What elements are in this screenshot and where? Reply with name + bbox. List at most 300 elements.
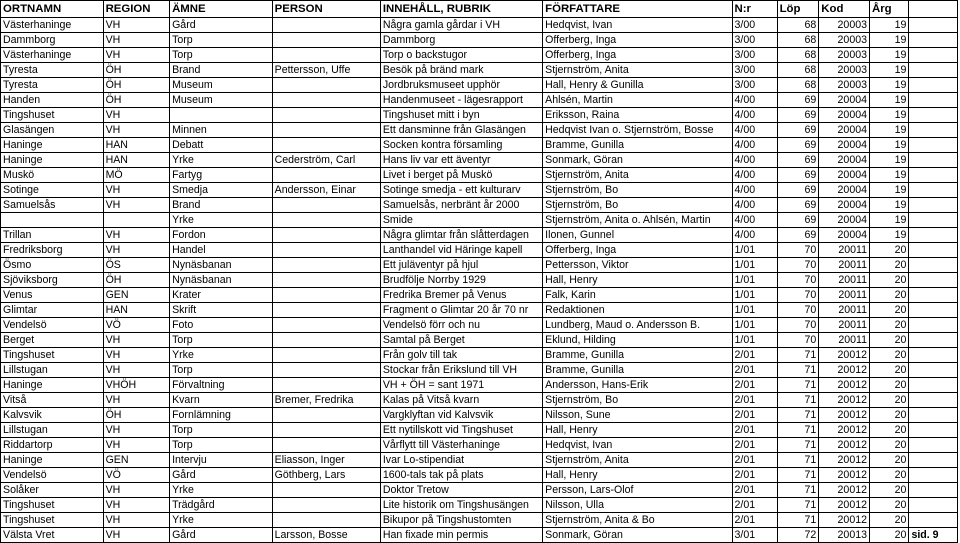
author-cell: Eriksson, Raina (543, 108, 732, 123)
volume-cell: 19 (870, 138, 909, 153)
note-cell: sid. 9 (909, 528, 958, 543)
serial-cell: 71 (777, 498, 819, 513)
place-cell: Muskö (1, 168, 104, 183)
serial-cell: 68 (777, 78, 819, 93)
note-cell (909, 288, 958, 303)
place-cell: Tyresta (1, 63, 104, 78)
column-header: REGION (103, 1, 170, 18)
place-cell: Vendelsö (1, 318, 104, 333)
author-cell: Stjernström, Anita o. Ahlsén, Martin (543, 213, 732, 228)
author-cell: Stjernström, Anita & Bo (543, 513, 732, 528)
title-cell: Sotinge smedja - ett kulturarv (380, 183, 542, 198)
table-row (1, 393, 958, 408)
subject-cell: Krater (170, 288, 273, 303)
code-cell: 20012 (819, 378, 870, 393)
author-cell: Nilsson, Sune (543, 408, 732, 423)
place-cell: Haninge (1, 453, 104, 468)
code-cell: 20004 (819, 213, 870, 228)
title-cell: Vargklyftan vid Kalvsvik (380, 408, 542, 423)
column-header-blank (909, 1, 958, 18)
volume-cell: 19 (870, 18, 909, 33)
author-cell: Persson, Lars-Olof (543, 483, 732, 498)
region-cell: ÖH (103, 408, 170, 423)
subject-cell: Yrke (170, 213, 273, 228)
note-cell (909, 243, 958, 258)
code-cell: 20013 (819, 528, 870, 543)
place-cell: Kalvsvik (1, 408, 104, 423)
table-row (1, 33, 958, 48)
region-cell: MÖ (103, 168, 170, 183)
place-cell: Haninge (1, 153, 104, 168)
author-cell: Ahlsén, Martin (543, 93, 732, 108)
serial-cell: 69 (777, 153, 819, 168)
region-cell: VH (103, 363, 170, 378)
person-cell (272, 168, 380, 183)
subject-cell: Torp (170, 33, 273, 48)
title-cell: Ett dansminne från Glasängen (380, 123, 542, 138)
code-cell: 20012 (819, 498, 870, 513)
note-cell (909, 483, 958, 498)
code-cell: 20012 (819, 363, 870, 378)
title-cell: Vendelsö förr och nu (380, 318, 542, 333)
serial-cell: 70 (777, 333, 819, 348)
table-row (1, 183, 958, 198)
subject-cell: Torp (170, 48, 273, 63)
place-cell: Haninge (1, 378, 104, 393)
title-cell: Vårflytt till Västerhaninge (380, 438, 542, 453)
volume-cell: 19 (870, 198, 909, 213)
subject-cell: Skrift (170, 303, 273, 318)
code-cell: 20004 (819, 183, 870, 198)
title-cell: Ivar Lo-stipendiat (380, 453, 542, 468)
person-cell: Eliasson, Inger (272, 453, 380, 468)
serial-cell: 71 (777, 408, 819, 423)
column-header: N:r (732, 1, 777, 18)
issue-cell: 1/01 (732, 243, 777, 258)
issue-cell: 2/01 (732, 438, 777, 453)
author-cell: Lundberg, Maud o. Andersson B. (543, 318, 732, 333)
person-cell (272, 318, 380, 333)
region-cell: VH (103, 108, 170, 123)
serial-cell: 69 (777, 138, 819, 153)
region-cell: VH (103, 123, 170, 138)
volume-cell: 20 (870, 528, 909, 543)
table-row (1, 498, 958, 513)
place-cell: Dammborg (1, 33, 104, 48)
person-cell (272, 33, 380, 48)
person-cell (272, 18, 380, 33)
author-cell: Hedqvist, Ivan (543, 438, 732, 453)
person-cell (272, 483, 380, 498)
serial-cell: 69 (777, 108, 819, 123)
issue-cell: 4/00 (732, 183, 777, 198)
title-cell: Några gamla gårdar i VH (380, 18, 542, 33)
note-cell (909, 273, 958, 288)
volume-cell: 20 (870, 453, 909, 468)
author-cell: Pettersson, Viktor (543, 258, 732, 273)
volume-cell: 19 (870, 153, 909, 168)
subject-cell: Fornlämning (170, 408, 273, 423)
place-cell: Samuelsås (1, 198, 104, 213)
person-cell (272, 228, 380, 243)
author-cell: Stjernström, Anita (543, 453, 732, 468)
place-cell: Haninge (1, 138, 104, 153)
code-cell: 20011 (819, 288, 870, 303)
issue-cell: 4/00 (732, 123, 777, 138)
code-cell: 20004 (819, 153, 870, 168)
person-cell (272, 513, 380, 528)
person-cell: Bremer, Fredrika (272, 393, 380, 408)
code-cell: 20004 (819, 228, 870, 243)
volume-cell: 20 (870, 483, 909, 498)
serial-cell: 69 (777, 123, 819, 138)
note-cell (909, 303, 958, 318)
table-body (1, 18, 958, 543)
code-cell: 20011 (819, 243, 870, 258)
table-row (1, 273, 958, 288)
subject-cell: Nynäsbanan (170, 273, 273, 288)
code-cell: 20003 (819, 33, 870, 48)
author-cell: Ilonen, Gunnel (543, 228, 732, 243)
title-cell: Torp o backstugor (380, 48, 542, 63)
issue-cell: 1/01 (732, 318, 777, 333)
note-cell (909, 198, 958, 213)
code-cell: 20004 (819, 138, 870, 153)
table-row (1, 423, 958, 438)
author-cell: Bramme, Gunilla (543, 363, 732, 378)
note-cell (909, 453, 958, 468)
issue-cell: 2/01 (732, 513, 777, 528)
issue-cell: 1/01 (732, 303, 777, 318)
column-header: ÄMNE (170, 1, 273, 18)
person-cell (272, 198, 380, 213)
region-cell: HAN (103, 303, 170, 318)
serial-cell: 70 (777, 318, 819, 333)
author-cell: Stjernström, Bo (543, 393, 732, 408)
code-cell: 20003 (819, 48, 870, 63)
table-row (1, 18, 958, 33)
serial-cell: 71 (777, 453, 819, 468)
table-row (1, 138, 958, 153)
author-cell: Sonmark, Göran (543, 528, 732, 543)
subject-cell: Torp (170, 423, 273, 438)
note-cell (909, 393, 958, 408)
region-cell: ÖH (103, 273, 170, 288)
region-cell: VH (103, 183, 170, 198)
region-cell: VÖ (103, 468, 170, 483)
region-cell: ÖH (103, 78, 170, 93)
title-cell: Brudfölje Norrby 1929 (380, 273, 542, 288)
title-cell: Några glimtar från slåtterdagen (380, 228, 542, 243)
note-cell (909, 468, 958, 483)
author-cell: Offerberg, Inga (543, 33, 732, 48)
table-row (1, 333, 958, 348)
note-cell (909, 78, 958, 93)
volume-cell: 19 (870, 228, 909, 243)
volume-cell: 19 (870, 63, 909, 78)
author-cell: Sonmark, Göran (543, 153, 732, 168)
region-cell: GEN (103, 453, 170, 468)
serial-cell: 70 (777, 273, 819, 288)
subject-cell: Yrke (170, 513, 273, 528)
region-cell: VHÖH (103, 378, 170, 393)
issue-cell: 3/00 (732, 63, 777, 78)
volume-cell: 20 (870, 333, 909, 348)
author-cell: Bramme, Gunilla (543, 138, 732, 153)
code-cell: 20012 (819, 453, 870, 468)
table-row (1, 48, 958, 63)
code-cell: 20012 (819, 483, 870, 498)
note-cell (909, 138, 958, 153)
subject-cell: Smedja (170, 183, 273, 198)
volume-cell: 20 (870, 468, 909, 483)
code-cell: 20011 (819, 303, 870, 318)
issue-cell: 1/01 (732, 273, 777, 288)
note-cell (909, 183, 958, 198)
code-cell: 20004 (819, 93, 870, 108)
note-cell (909, 498, 958, 513)
note-cell (909, 153, 958, 168)
column-header: INNEHÅLL, RUBRIK (380, 1, 542, 18)
column-header: FÖRFATTARE (543, 1, 732, 18)
author-cell: Offerberg, Inga (543, 48, 732, 63)
title-cell: 1600-tals tak på plats (380, 468, 542, 483)
title-cell: Ett nytillskott vid Tingshuset (380, 423, 542, 438)
code-cell: 20011 (819, 333, 870, 348)
table-row (1, 228, 958, 243)
table-row (1, 93, 958, 108)
person-cell (272, 303, 380, 318)
title-cell: VH + ÖH = sant 1971 (380, 378, 542, 393)
region-cell: VH (103, 243, 170, 258)
place-cell: Västerhaninge (1, 48, 104, 63)
table-row (1, 213, 958, 228)
note-cell (909, 258, 958, 273)
volume-cell: 19 (870, 108, 909, 123)
volume-cell: 20 (870, 318, 909, 333)
subject-cell: Förvaltning (170, 378, 273, 393)
subject-cell: Museum (170, 93, 273, 108)
subject-cell: Yrke (170, 348, 273, 363)
volume-cell: 20 (870, 288, 909, 303)
author-cell: Eklund, Hilding (543, 333, 732, 348)
subject-cell: Brand (170, 63, 273, 78)
place-cell (1, 213, 104, 228)
place-cell: Glasängen (1, 123, 104, 138)
subject-cell: Minnen (170, 123, 273, 138)
author-cell: Hedqvist, Ivan (543, 18, 732, 33)
serial-cell: 69 (777, 168, 819, 183)
code-cell: 20012 (819, 408, 870, 423)
region-cell: VH (103, 483, 170, 498)
serial-cell: 71 (777, 483, 819, 498)
serial-cell: 69 (777, 213, 819, 228)
person-cell (272, 408, 380, 423)
author-cell: Stjernström, Anita (543, 63, 732, 78)
serial-cell: 71 (777, 438, 819, 453)
region-cell: VH (103, 423, 170, 438)
code-cell: 20012 (819, 438, 870, 453)
title-cell: Handenmuseet - lägesrapport (380, 93, 542, 108)
place-cell: Trillan (1, 228, 104, 243)
serial-cell: 70 (777, 288, 819, 303)
place-cell: Tingshuset (1, 513, 104, 528)
subject-cell: Kvarn (170, 393, 273, 408)
title-cell: Smide (380, 213, 542, 228)
code-cell: 20004 (819, 198, 870, 213)
author-cell: Offerberg, Inga (543, 243, 732, 258)
issue-cell: 3/00 (732, 48, 777, 63)
table-row (1, 513, 958, 528)
code-cell: 20011 (819, 258, 870, 273)
table-row (1, 453, 958, 468)
region-cell: VÖ (103, 318, 170, 333)
table-row (1, 483, 958, 498)
author-cell: Hall, Henry (543, 273, 732, 288)
issue-cell: 4/00 (732, 168, 777, 183)
subject-cell: Trädgård (170, 498, 273, 513)
place-cell: Välsta Vret (1, 528, 104, 543)
table-row (1, 243, 958, 258)
serial-cell: 68 (777, 48, 819, 63)
volume-cell: 20 (870, 498, 909, 513)
place-cell: Fredriksborg (1, 243, 104, 258)
column-header: PERSON (272, 1, 380, 18)
region-cell (103, 213, 170, 228)
volume-cell: 19 (870, 168, 909, 183)
subject-cell: Fartyg (170, 168, 273, 183)
title-cell: Hans liv var ett äventyr (380, 153, 542, 168)
note-cell (909, 378, 958, 393)
region-cell: VH (103, 33, 170, 48)
person-cell (272, 138, 380, 153)
issue-cell: 3/01 (732, 528, 777, 543)
volume-cell: 19 (870, 48, 909, 63)
volume-cell: 20 (870, 303, 909, 318)
serial-cell: 70 (777, 258, 819, 273)
person-cell: Larsson, Bosse (272, 528, 380, 543)
subject-cell: Intervju (170, 453, 273, 468)
column-header: Löp (777, 1, 819, 18)
table-row (1, 78, 958, 93)
person-cell (272, 363, 380, 378)
note-cell (909, 363, 958, 378)
person-cell (272, 48, 380, 63)
code-cell: 20003 (819, 18, 870, 33)
note-cell (909, 123, 958, 138)
region-cell: VH (103, 198, 170, 213)
person-cell (272, 423, 380, 438)
serial-cell: 71 (777, 513, 819, 528)
author-cell: Stjernström, Bo (543, 183, 732, 198)
place-cell: Vitså (1, 393, 104, 408)
note-cell (909, 48, 958, 63)
table-row (1, 378, 958, 393)
code-cell: 20012 (819, 393, 870, 408)
table-row (1, 363, 958, 378)
table-row (1, 318, 958, 333)
volume-cell: 20 (870, 513, 909, 528)
region-cell: HAN (103, 153, 170, 168)
place-cell: Västerhaninge (1, 18, 104, 33)
region-cell: VH (103, 333, 170, 348)
table-row (1, 108, 958, 123)
volume-cell: 19 (870, 213, 909, 228)
title-cell: Samtal på Berget (380, 333, 542, 348)
region-cell: VH (103, 18, 170, 33)
serial-cell: 69 (777, 228, 819, 243)
place-cell: Ösmo (1, 258, 104, 273)
table-row (1, 438, 958, 453)
issue-cell: 3/00 (732, 78, 777, 93)
volume-cell: 20 (870, 423, 909, 438)
volume-cell: 19 (870, 123, 909, 138)
code-cell: 20011 (819, 318, 870, 333)
note-cell (909, 423, 958, 438)
region-cell: GEN (103, 288, 170, 303)
header-row (1, 1, 958, 18)
volume-cell: 20 (870, 348, 909, 363)
region-cell: ÖH (103, 93, 170, 108)
volume-cell: 20 (870, 393, 909, 408)
place-cell: Sjöviksborg (1, 273, 104, 288)
person-cell (272, 213, 380, 228)
place-cell: Berget (1, 333, 104, 348)
note-cell (909, 108, 958, 123)
person-cell (272, 93, 380, 108)
title-cell: Bikupor på Tingshustomten (380, 513, 542, 528)
place-cell: Lillstugan (1, 423, 104, 438)
issue-cell: 2/01 (732, 378, 777, 393)
table-row (1, 408, 958, 423)
volume-cell: 20 (870, 258, 909, 273)
author-cell: Falk, Karin (543, 288, 732, 303)
title-cell: Besök på bränd mark (380, 63, 542, 78)
region-cell: HAN (103, 138, 170, 153)
issue-cell: 2/01 (732, 348, 777, 363)
title-cell: Fredrika Bremer på Venus (380, 288, 542, 303)
person-cell (272, 258, 380, 273)
issue-cell: 2/01 (732, 393, 777, 408)
code-cell: 20012 (819, 468, 870, 483)
note-cell (909, 213, 958, 228)
title-cell: Lite historik om Tingshusängen (380, 498, 542, 513)
person-cell (272, 273, 380, 288)
title-cell: Doktor Tretow (380, 483, 542, 498)
title-cell: Lanthandel vid Häringe kapell (380, 243, 542, 258)
issue-cell: 4/00 (732, 228, 777, 243)
person-cell (272, 348, 380, 363)
place-cell: Vendelsö (1, 468, 104, 483)
code-cell: 20004 (819, 123, 870, 138)
person-cell: Andersson, Einar (272, 183, 380, 198)
note-cell (909, 18, 958, 33)
author-cell: Andersson, Hans-Erik (543, 378, 732, 393)
column-header: Kod (819, 1, 870, 18)
author-cell: Stjernström, Bo (543, 198, 732, 213)
serial-cell: 71 (777, 423, 819, 438)
issue-cell: 4/00 (732, 138, 777, 153)
author-cell: Hall, Henry (543, 423, 732, 438)
region-cell: VH (103, 438, 170, 453)
region-cell: VH (103, 393, 170, 408)
place-cell: Sotinge (1, 183, 104, 198)
serial-cell: 72 (777, 528, 819, 543)
volume-cell: 20 (870, 363, 909, 378)
person-cell (272, 438, 380, 453)
region-cell: VH (103, 513, 170, 528)
issue-cell: 4/00 (732, 108, 777, 123)
